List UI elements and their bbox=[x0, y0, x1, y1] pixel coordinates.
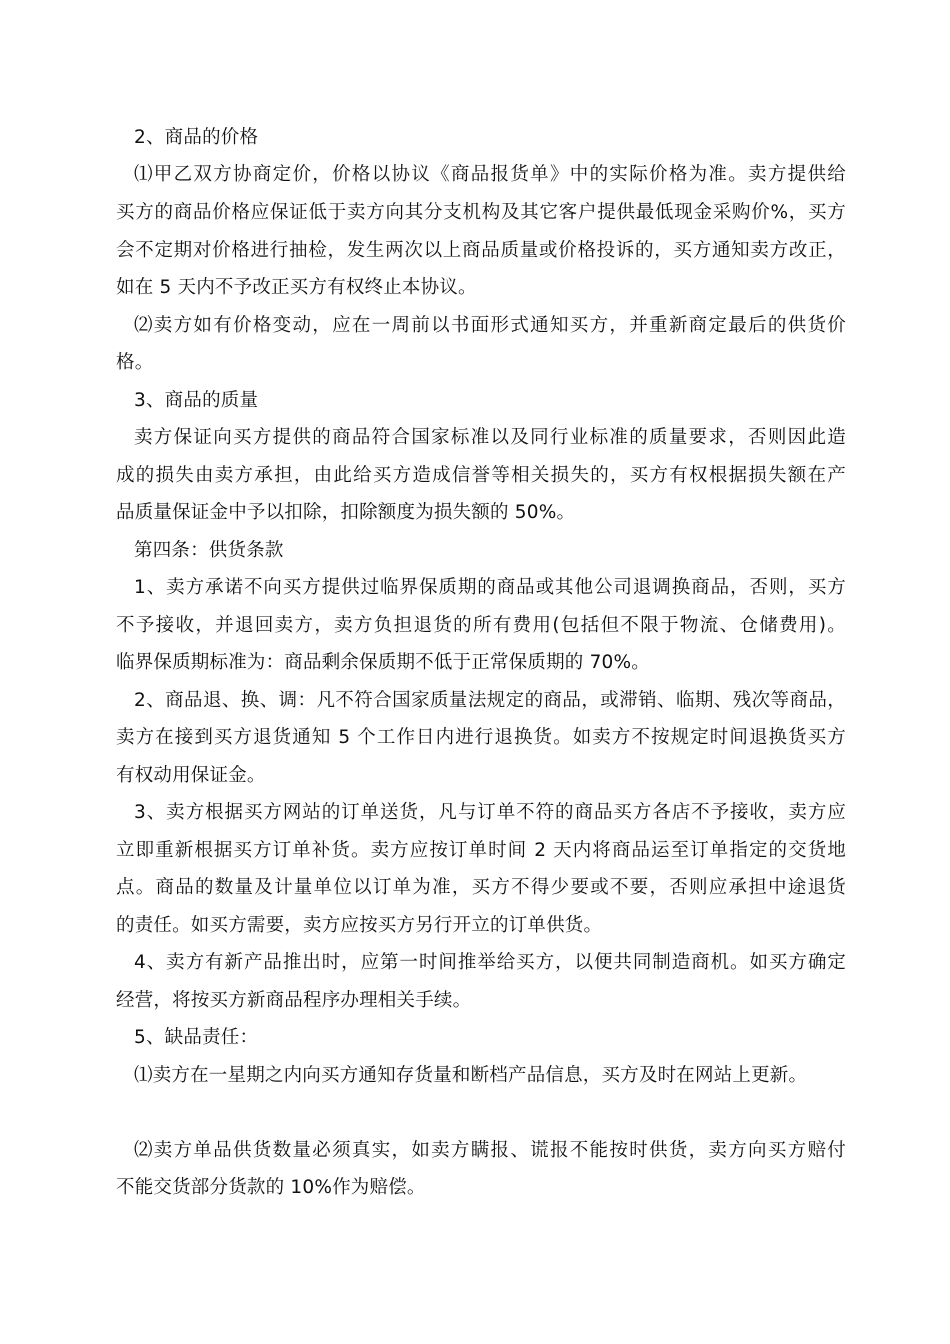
paragraph-line: ⑴甲乙双方协商定价，价格以协议《商品报货单》中的实际价格为准。卖方提供给 bbox=[134, 164, 846, 185]
paragraph-line: 经营，将按买方新商品程序办理相关手续。 bbox=[116, 990, 472, 1011]
paragraph-line: 不予接收，并退回卖方，卖方负担退货的所有费用(包括但不限于物流、仓储费用)。 bbox=[116, 615, 846, 636]
paragraph-line: 的责任。如买方需要，卖方应按买方另行开立的订单供货。 bbox=[116, 915, 603, 936]
paragraph-line: 3、卖方根据买方网站的订单送货，凡与订单不符的商品买方各店不予接收，卖方应 bbox=[134, 802, 846, 823]
paragraph-line: 成的损失由卖方承担，由此给买方造成信誉等相关损失的，买方有权根据损失额在产 bbox=[116, 465, 846, 486]
paragraph-line: 如在 5 天内不予改正买方有权终止本协议。 bbox=[116, 277, 477, 298]
paragraph-line: 会不定期对价格进行抽检，发生两次以上商品质量或价格投诉的，买方通知卖方改正， bbox=[116, 240, 846, 261]
paragraph-line: ⑵卖方单品供货数量必须真实，如卖方瞒报、谎报不能按时供货，卖方向买方赔付 bbox=[134, 1140, 846, 1161]
paragraph-line: 2、商品退、换、调：凡不符合国家质量法规定的商品，或滞销、临期、残次等商品， bbox=[134, 690, 846, 711]
section-heading-price: 2、商品的价格 bbox=[134, 127, 259, 148]
article-heading-supply: 第四条：供货条款 bbox=[134, 540, 284, 561]
paragraph-line: 4、卖方有新产品推出时，应第一时间推举给买方，以便共同制造商机。如买方确定 bbox=[134, 952, 846, 973]
paragraph-line: 买方的商品价格应保证低于卖方向其分支机构及其它客户提供最低现金采购价%，买方 bbox=[116, 202, 846, 223]
paragraph-line: 卖方保证向买方提供的商品符合国家标准以及同行业标准的质量要求，否则因此造 bbox=[134, 427, 846, 448]
paragraph-line: 格。 bbox=[116, 352, 154, 373]
section-heading-shortage: 5、缺品责任： bbox=[134, 1027, 259, 1048]
paragraph-line: 立即重新根据买方订单补货。卖方应按订单时间 2 天内将商品运至订单指定的交货地 bbox=[116, 840, 846, 861]
paragraph-line: 卖方在接到买方退货通知 5 个工作日内进行退换货。如卖方不按规定时间退换货买方 bbox=[116, 727, 846, 748]
paragraph-line: ⑵卖方如有价格变动，应在一周前以书面形式通知买方，并重新商定最后的供货价 bbox=[134, 315, 846, 336]
paragraph-line: 有权动用保证金。 bbox=[116, 765, 266, 786]
paragraph-line: 不能交货部分货款的 10%作为赔偿。 bbox=[116, 1177, 426, 1198]
section-heading-quality: 3、商品的质量 bbox=[134, 390, 259, 411]
paragraph-line: ⑴卖方在一星期之内向买方通知存货量和断档产品信息，买方及时在网站上更新。 bbox=[134, 1065, 808, 1086]
paragraph-line: 临界保质期标准为：商品剩余保质期不低于正常保质期的 70%。 bbox=[116, 652, 651, 673]
paragraph-line: 品质量保证金中予以扣除，扣除额度为损失额的 50%。 bbox=[116, 502, 576, 523]
paragraph-line: 1、卖方承诺不向买方提供过临界保质期的商品或其他公司退调换商品，否则，买方 bbox=[134, 577, 846, 598]
paragraph-line: 点。商品的数量及计量单位以订单为准，买方不得少要或不要，否则应承担中途退货 bbox=[116, 877, 846, 898]
